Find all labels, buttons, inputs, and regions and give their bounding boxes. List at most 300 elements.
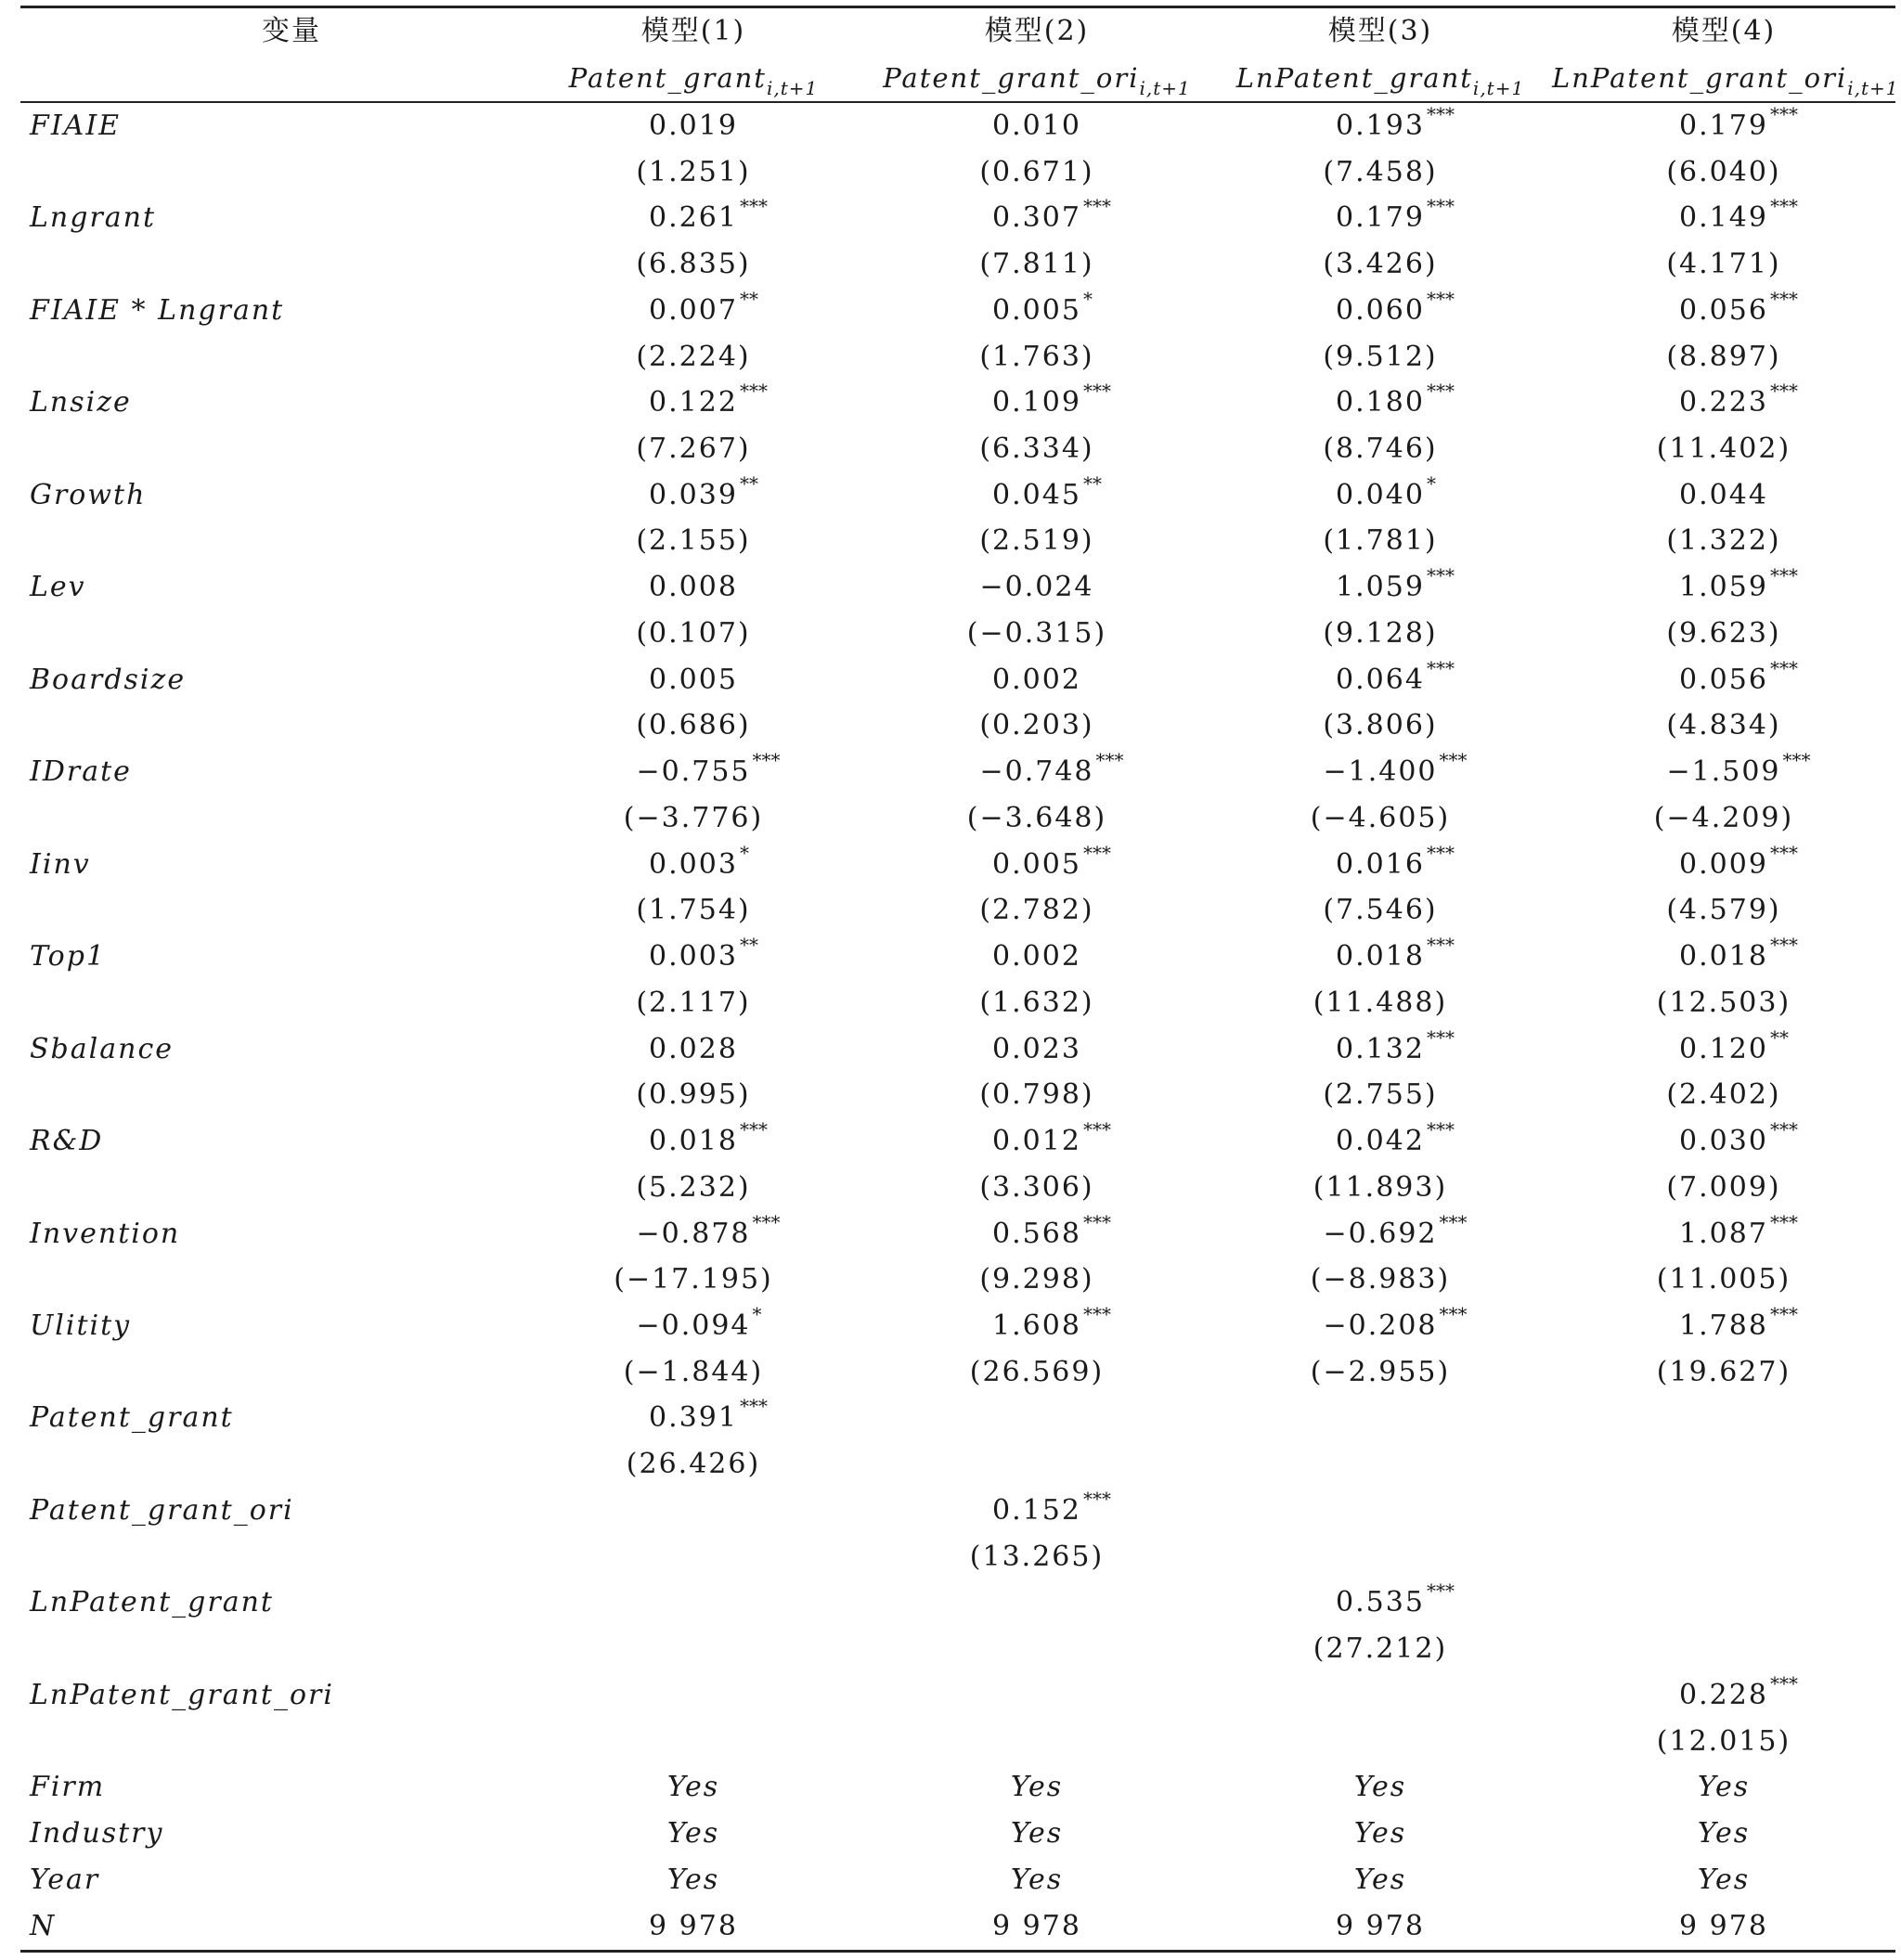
coefficient-wrap — [992, 195, 1111, 235]
table-row — [20, 472, 1895, 519]
coefficient-value: 0.007 — [649, 293, 738, 327]
dependent-var-2-main: Patent_grant_ori — [883, 61, 1140, 94]
significance-stars: *** — [739, 1118, 768, 1141]
control-value: Yes — [666, 1817, 720, 1850]
coefficient-cell — [1552, 1488, 1895, 1534]
significance-stars: *** — [1769, 656, 1798, 679]
significance-stars: *** — [1769, 102, 1798, 125]
header-row-dependents — [20, 55, 1895, 102]
dependent-var-2 — [865, 55, 1209, 102]
coefficient-wrap — [1679, 1025, 1789, 1065]
significance-stars: *** — [739, 1395, 768, 1418]
coefficient-wrap — [1679, 656, 1798, 696]
coefficient-value: −0.755 — [636, 755, 751, 789]
coefficient-wrap — [1336, 471, 1436, 511]
significance-stars: ** — [1769, 1025, 1789, 1049]
coefficient-cell — [1552, 934, 1895, 980]
dependent-var-1 — [522, 55, 865, 102]
coefficient-cell — [865, 934, 1209, 980]
coefficient-cell — [1552, 195, 1895, 241]
coefficient-cell — [1209, 1488, 1552, 1534]
significance-stars: *** — [1426, 934, 1455, 957]
table-row — [20, 1396, 1895, 1442]
t-statistic-cell: (1.754) — [636, 894, 751, 927]
coefficient-cell — [1209, 1303, 1552, 1349]
coefficient-cell — [865, 1211, 1209, 1257]
significance-stars: *** — [1426, 564, 1455, 587]
control-value: Yes — [1010, 1771, 1064, 1804]
variable-name: LnPatent_grant — [30, 1586, 274, 1619]
table-row-tstat — [20, 241, 1895, 288]
t-statistic-cell: (1.632) — [979, 986, 1094, 1019]
model-4-header: 模型(4) — [1552, 7, 1895, 56]
coefficient-wrap — [649, 1032, 738, 1065]
table-row-tstat — [20, 1719, 1895, 1765]
coefficient-wrap — [649, 841, 749, 881]
observations-value: 9 978 — [1552, 1903, 1895, 1952]
coefficient-wrap — [649, 471, 758, 511]
coefficient-wrap — [1336, 1025, 1455, 1065]
table-row — [20, 1118, 1895, 1165]
table-row-tstat — [20, 1165, 1895, 1211]
coefficient-value: 1.059 — [1679, 571, 1768, 604]
control-value: Yes — [1010, 1817, 1064, 1850]
coefficient-cell — [522, 657, 865, 703]
t-statistic-cell: (4.834) — [1666, 709, 1781, 742]
coefficient-wrap — [992, 471, 1102, 511]
table-row-tstat — [20, 611, 1895, 657]
coefficient-wrap — [992, 940, 1081, 974]
blank-cell — [20, 1072, 522, 1118]
coefficient-value: 0.039 — [649, 478, 738, 511]
blank-cell — [20, 1165, 522, 1211]
table-row — [20, 288, 1895, 334]
variable-name: R&D — [30, 1125, 104, 1158]
coefficient-cell — [522, 1672, 865, 1719]
t-statistic-cell — [522, 1719, 865, 1765]
significance-stars: *** — [1426, 195, 1455, 218]
observations-value: 9 978 — [1209, 1903, 1552, 1952]
significance-stars: *** — [1769, 1118, 1798, 1141]
regression-table — [20, 6, 1899, 1953]
coefficient-value: 0.180 — [1336, 386, 1425, 419]
control-row — [20, 1811, 1895, 1857]
coefficient-value: 0.028 — [649, 1032, 738, 1065]
coefficient-cell — [865, 195, 1209, 241]
coefficient-wrap — [1679, 1210, 1798, 1250]
blank-cell — [20, 241, 522, 288]
coefficient-value: −0.748 — [979, 755, 1094, 789]
coefficient-wrap — [1336, 841, 1455, 881]
t-statistic-cell: (−3.648) — [966, 801, 1107, 834]
results-table — [20, 6, 1899, 1953]
t-statistic-cell: (7.267) — [636, 432, 751, 466]
t-statistic-cell: (9.128) — [1323, 616, 1438, 650]
t-statistic-cell — [865, 1719, 1209, 1765]
table-row — [20, 1303, 1895, 1349]
table-row-tstat — [20, 1534, 1895, 1580]
t-statistic-cell: (1.322) — [1666, 524, 1781, 558]
t-statistic-cell: (0.671) — [979, 155, 1094, 188]
significance-stars: *** — [1782, 749, 1811, 772]
model-3-header: 模型(3) — [1209, 7, 1552, 56]
coefficient-value: 0.018 — [649, 1125, 738, 1158]
coefficient-cell — [1209, 380, 1552, 426]
coefficient-cell — [1552, 1580, 1895, 1627]
dependent-var-3-sub: i,t+1 — [1472, 76, 1525, 99]
variable-name: Patent_grant_ori — [30, 1493, 294, 1527]
coefficient-cell — [1552, 380, 1895, 426]
coefficient-wrap — [979, 571, 1094, 604]
coefficient-cell — [865, 380, 1209, 426]
coefficient-wrap — [636, 1302, 762, 1342]
observations-value: 9 978 — [522, 1903, 865, 1952]
coefficient-cell — [522, 195, 865, 241]
blank-cell — [20, 703, 522, 750]
t-statistic-cell: (6.835) — [636, 248, 751, 281]
blank-cell — [20, 1534, 522, 1580]
t-statistic-cell: (2.117) — [636, 986, 751, 1019]
t-statistic-cell: (2.224) — [636, 340, 751, 373]
t-statistic-cell: (26.426) — [626, 1448, 761, 1481]
blank-cell — [20, 426, 522, 472]
control-value: Yes — [1697, 1817, 1751, 1850]
coefficient-cell — [1552, 1672, 1895, 1719]
coefficient-cell — [1209, 1396, 1552, 1442]
coefficient-cell — [522, 1211, 865, 1257]
significance-stars: *** — [1426, 380, 1455, 403]
table-row-tstat — [20, 1349, 1895, 1396]
significance-stars: ** — [739, 471, 758, 495]
coefficient-wrap — [649, 380, 768, 419]
coefficient-cell — [522, 1303, 865, 1349]
blank-cell — [20, 611, 522, 657]
table-row — [20, 1211, 1895, 1257]
control-name: Industry — [30, 1817, 164, 1850]
coefficient-wrap — [1679, 1671, 1798, 1711]
blank-cell — [20, 149, 522, 196]
coefficient-cell — [1209, 749, 1552, 795]
t-statistic-cell: (1.781) — [1323, 524, 1438, 558]
dependent-var-1-main: Patent_grant — [568, 61, 767, 94]
coefficient-wrap — [992, 1032, 1081, 1065]
coefficient-wrap — [649, 934, 758, 974]
blank-cell — [20, 519, 522, 565]
t-statistic-cell: (11.402) — [1656, 432, 1791, 466]
coefficient-value: 0.040 — [1336, 478, 1425, 511]
coefficient-wrap — [1666, 749, 1811, 789]
dependent-var-3 — [1209, 55, 1552, 102]
coefficient-wrap — [649, 287, 758, 327]
coefficient-value: 0.030 — [1679, 1125, 1768, 1158]
table-row-tstat — [20, 1626, 1895, 1672]
coefficient-cell — [865, 657, 1209, 703]
model-1-header: 模型(1) — [522, 7, 865, 56]
t-statistic-cell — [1552, 1534, 1895, 1580]
t-statistic-cell: (27.212) — [1313, 1632, 1448, 1666]
blank-cell — [20, 1626, 522, 1672]
coefficient-cell — [522, 1488, 865, 1534]
coefficient-wrap — [1679, 195, 1798, 235]
coefficient-value: 1.788 — [1679, 1309, 1768, 1342]
coefficient-cell — [1209, 472, 1552, 519]
t-statistic-cell — [865, 1626, 1209, 1672]
coefficient-cell — [1209, 1026, 1552, 1073]
coefficient-cell — [865, 564, 1209, 611]
coefficient-value: 0.005 — [992, 293, 1081, 327]
significance-stars: *** — [1426, 1580, 1455, 1603]
t-statistic-cell — [865, 1441, 1209, 1488]
coefficient-wrap — [1679, 564, 1798, 604]
significance-stars: *** — [1769, 195, 1798, 218]
significance-stars: *** — [1439, 1210, 1468, 1233]
coefficient-cell — [1209, 102, 1552, 149]
blank-cell — [20, 888, 522, 935]
table-row-tstat — [20, 795, 1895, 842]
coefficient-value: 0.122 — [649, 386, 738, 419]
table-row — [20, 749, 1895, 795]
coefficient-value: 0.044 — [1679, 478, 1768, 511]
t-statistic-cell: (9.623) — [1666, 616, 1781, 650]
coefficient-wrap — [1336, 564, 1455, 604]
coefficient-value: 0.132 — [1336, 1032, 1425, 1065]
control-row — [20, 1764, 1895, 1811]
significance-stars: *** — [1095, 749, 1124, 772]
significance-stars: * — [752, 1302, 762, 1325]
coefficient-cell — [865, 1026, 1209, 1073]
control-value: Yes — [1353, 1817, 1407, 1850]
t-statistic-cell: (11.005) — [1656, 1263, 1791, 1296]
variable-name: LnPatent_grant_ori — [30, 1678, 334, 1711]
dependent-var-4-main: LnPatent_grant_ori — [1552, 61, 1848, 94]
variable-name: Lev — [30, 571, 86, 604]
coefficient-value: 1.608 — [992, 1309, 1081, 1342]
t-statistic-cell: (12.015) — [1656, 1724, 1791, 1758]
coefficient-wrap — [1679, 287, 1798, 327]
coefficient-value: 0.223 — [1679, 386, 1768, 419]
t-statistic-cell — [522, 1534, 865, 1580]
coefficient-value: −0.094 — [636, 1309, 751, 1342]
t-statistic-cell: (26.569) — [969, 1355, 1105, 1388]
coefficient-cell — [1209, 564, 1552, 611]
coefficient-wrap — [1679, 1118, 1798, 1158]
coefficient-cell — [865, 472, 1209, 519]
table-row — [20, 102, 1895, 149]
coefficient-cell — [1209, 1580, 1552, 1627]
significance-stars: *** — [1439, 749, 1468, 772]
significance-stars: *** — [752, 1210, 781, 1233]
table-row — [20, 1580, 1895, 1627]
coefficient-cell — [1552, 657, 1895, 703]
significance-stars: *** — [739, 380, 768, 403]
coefficient-cell — [1552, 564, 1895, 611]
coefficient-cell — [865, 749, 1209, 795]
coefficient-value: 0.179 — [1336, 201, 1425, 235]
t-statistic-cell: (−4.209) — [1653, 801, 1794, 834]
coefficient-value: 0.042 — [1336, 1125, 1425, 1158]
coefficient-wrap — [1336, 380, 1455, 419]
coefficient-cell — [1552, 288, 1895, 334]
significance-stars: *** — [1769, 380, 1798, 403]
coefficient-value: 0.568 — [992, 1217, 1081, 1250]
table-row — [20, 564, 1895, 611]
t-statistic-cell: (−3.776) — [623, 801, 764, 834]
control-value: Yes — [1353, 1771, 1407, 1804]
significance-stars: *** — [1769, 841, 1798, 864]
t-statistic-cell: (2.782) — [979, 894, 1094, 927]
t-statistic-cell: (−1.844) — [623, 1355, 764, 1388]
coefficient-cell — [522, 1396, 865, 1442]
coefficient-value: 0.019 — [649, 109, 738, 142]
coefficient-cell — [1552, 1396, 1895, 1442]
coefficient-value: 0.018 — [1336, 940, 1425, 974]
table-row-tstat — [20, 1257, 1895, 1303]
variable-name: Invention — [30, 1217, 181, 1250]
t-statistic-cell: (−17.195) — [614, 1263, 773, 1296]
table-row-tstat — [20, 149, 1895, 196]
coefficient-value: 0.023 — [992, 1032, 1081, 1065]
t-statistic-cell: (9.512) — [1323, 340, 1438, 373]
coefficient-value: 0.002 — [992, 663, 1081, 696]
t-statistic-cell: (−4.605) — [1310, 801, 1451, 834]
table-row — [20, 1026, 1895, 1073]
coefficient-cell — [1209, 1672, 1552, 1719]
significance-stars: *** — [1082, 1302, 1111, 1325]
significance-stars: *** — [739, 195, 768, 218]
coefficient-wrap — [992, 663, 1081, 696]
coefficient-value: 0.228 — [1679, 1678, 1768, 1711]
coefficient-value: 0.012 — [992, 1125, 1081, 1158]
coefficient-cell — [522, 1026, 865, 1073]
t-statistic-cell: (7.811) — [979, 248, 1094, 281]
control-value: Yes — [1353, 1863, 1407, 1896]
t-statistic-cell: (4.579) — [1666, 894, 1781, 927]
t-statistic-cell: (1.251) — [636, 155, 751, 188]
significance-stars: *** — [1082, 195, 1111, 218]
t-statistic-cell: (9.298) — [979, 1263, 1094, 1296]
coefficient-wrap — [979, 749, 1124, 789]
dependent-var-2-sub: i,t+1 — [1139, 76, 1191, 99]
significance-stars: *** — [1769, 287, 1798, 310]
t-statistic-cell: (5.232) — [636, 1170, 751, 1204]
coefficient-value: −1.509 — [1666, 755, 1781, 789]
coefficient-cell — [865, 1303, 1209, 1349]
coefficient-cell — [1552, 472, 1895, 519]
variable-name: Lngrant — [30, 201, 157, 235]
coefficient-value: −0.208 — [1323, 1309, 1438, 1342]
coefficient-wrap — [1323, 1210, 1468, 1250]
coefficient-wrap — [636, 749, 781, 789]
control-value: Yes — [666, 1863, 720, 1896]
significance-stars: * — [1082, 287, 1093, 310]
coefficient-cell — [522, 472, 865, 519]
t-statistic-cell: (12.503) — [1656, 986, 1791, 1019]
significance-stars: *** — [1426, 1118, 1455, 1141]
coefficient-wrap — [1679, 478, 1768, 511]
significance-stars: *** — [1769, 564, 1798, 587]
coefficient-value: 0.002 — [992, 940, 1081, 974]
coefficient-wrap — [1679, 934, 1798, 974]
coefficient-wrap — [1336, 1118, 1455, 1158]
header-blank — [20, 55, 522, 102]
coefficient-value: 0.008 — [649, 571, 738, 604]
significance-stars: *** — [1082, 841, 1111, 864]
coefficient-wrap — [1336, 287, 1455, 327]
coefficient-wrap — [992, 1210, 1111, 1250]
coefficient-cell — [1552, 1118, 1895, 1165]
coefficient-wrap — [1679, 1302, 1798, 1342]
dependent-var-4 — [1552, 55, 1899, 102]
coefficient-cell — [1209, 934, 1552, 980]
control-row — [20, 1857, 1895, 1903]
significance-stars: *** — [1082, 1210, 1111, 1233]
model-2-header: 模型(2) — [865, 7, 1209, 56]
significance-stars: *** — [1426, 841, 1455, 864]
significance-stars: * — [1426, 471, 1436, 495]
t-statistic-cell: (19.627) — [1656, 1355, 1791, 1388]
coefficient-cell — [1552, 842, 1895, 888]
coefficient-cell — [1552, 1303, 1895, 1349]
coefficient-cell — [1552, 102, 1895, 149]
t-statistic-cell — [1209, 1719, 1552, 1765]
coefficient-cell — [865, 842, 1209, 888]
variable-name: Iinv — [30, 847, 91, 881]
blank-cell — [20, 1719, 522, 1765]
table-body — [20, 102, 1895, 1952]
t-statistic-cell — [1552, 1626, 1895, 1672]
coefficient-wrap — [649, 1118, 768, 1158]
variable-name: Lnsize — [30, 386, 132, 419]
blank-cell — [20, 795, 522, 842]
t-statistic-cell: (0.798) — [979, 1078, 1094, 1112]
header-row-models — [20, 7, 1895, 56]
observations-value: 9 978 — [865, 1903, 1209, 1952]
coefficient-cell — [522, 934, 865, 980]
coefficient-wrap — [992, 1302, 1111, 1342]
t-statistic-cell: (13.265) — [969, 1540, 1105, 1573]
coefficient-value: 0.005 — [649, 663, 738, 696]
coefficient-value: 0.018 — [1679, 940, 1768, 974]
coefficient-cell — [1209, 842, 1552, 888]
coefficient-cell — [865, 1672, 1209, 1719]
coefficient-cell — [865, 1580, 1209, 1627]
dependent-var-3-main: LnPatent_grant — [1235, 61, 1473, 94]
table-row-tstat — [20, 888, 1895, 935]
coefficient-value: −0.692 — [1323, 1217, 1438, 1250]
coefficient-cell — [1209, 1118, 1552, 1165]
t-statistic-cell: (8.897) — [1666, 340, 1781, 373]
observations-label: N — [20, 1903, 522, 1952]
t-statistic-cell — [1209, 1534, 1552, 1580]
t-statistic-cell: (7.546) — [1323, 894, 1438, 927]
coefficient-wrap — [649, 1395, 768, 1435]
coefficient-value: 0.005 — [992, 847, 1081, 881]
coefficient-cell — [1209, 657, 1552, 703]
t-statistic-cell: (0.203) — [979, 709, 1094, 742]
table-row — [20, 657, 1895, 703]
control-value: Yes — [1697, 1771, 1751, 1804]
variable-name: Patent_grant — [30, 1401, 234, 1435]
coefficient-cell — [865, 1118, 1209, 1165]
coefficient-cell — [1552, 1026, 1895, 1073]
t-statistic-cell: (2.519) — [979, 524, 1094, 558]
significance-stars: *** — [752, 749, 781, 772]
t-statistic-cell: (3.306) — [979, 1170, 1094, 1204]
coefficient-value: 1.087 — [1679, 1217, 1768, 1250]
coefficient-cell — [1209, 1211, 1552, 1257]
coefficient-cell — [1209, 195, 1552, 241]
coefficient-cell — [522, 102, 865, 149]
